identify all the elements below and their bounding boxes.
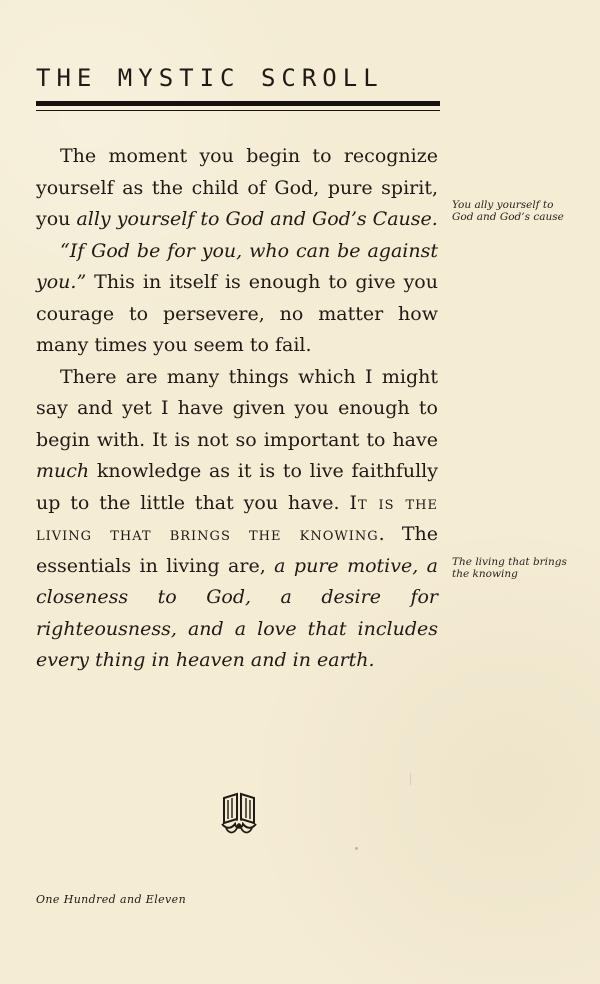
paragraph-1-segment-1: The moment you begin to recognize yourself as the child of God, pure spirit, you bbox=[36, 145, 438, 230]
page-title: THE MYSTIC SCROLL bbox=[36, 64, 384, 92]
open-book-icon bbox=[214, 790, 264, 840]
paragraph-3-segment-1: There are many things which I might say and yet I have given you enough to begin with. It is not so important to have bbox=[36, 365, 438, 451]
paper-speck bbox=[355, 847, 358, 850]
paragraph-1 bbox=[36, 141, 438, 236]
paragraph-2-segment-2: This in itself is enough to give you courage to persevere, no matter how many times you seem to fail. bbox=[36, 271, 438, 356]
paragraph-3-segment-3: knowledge as it is to live faithfully up to the little that you have. bbox=[36, 460, 438, 514]
page-number: One Hundred and Eleven bbox=[36, 893, 187, 906]
paragraph-2-segment-1: “If God be for you, who can be against you.” bbox=[36, 239, 438, 293]
paragraph-2 bbox=[36, 236, 438, 362]
margin-note-1: You ally yourself to God and God’s cause bbox=[452, 199, 564, 223]
margin-note-2: The living that brings the knowing bbox=[452, 556, 567, 580]
main-text bbox=[36, 141, 438, 677]
paper-fiber bbox=[410, 773, 411, 785]
paragraph-3-segment-4: It is the living that brings the knowing bbox=[36, 491, 438, 545]
paragraph-3-segment-6: a pure motive, a closeness to God, a desire for righteousness, and a love that includes every thing in heaven and in earth. bbox=[36, 554, 439, 671]
paragraph-3 bbox=[36, 362, 438, 677]
header-rule-thin bbox=[36, 110, 440, 111]
header-rule-thick bbox=[36, 101, 440, 106]
paragraph-1-segment-2: ally yourself to God and God’s Cause. bbox=[76, 208, 438, 230]
paragraph-3-segment-2: much bbox=[36, 460, 90, 482]
paragraph-3-segment-5: . The essentials in living are, bbox=[36, 523, 438, 577]
